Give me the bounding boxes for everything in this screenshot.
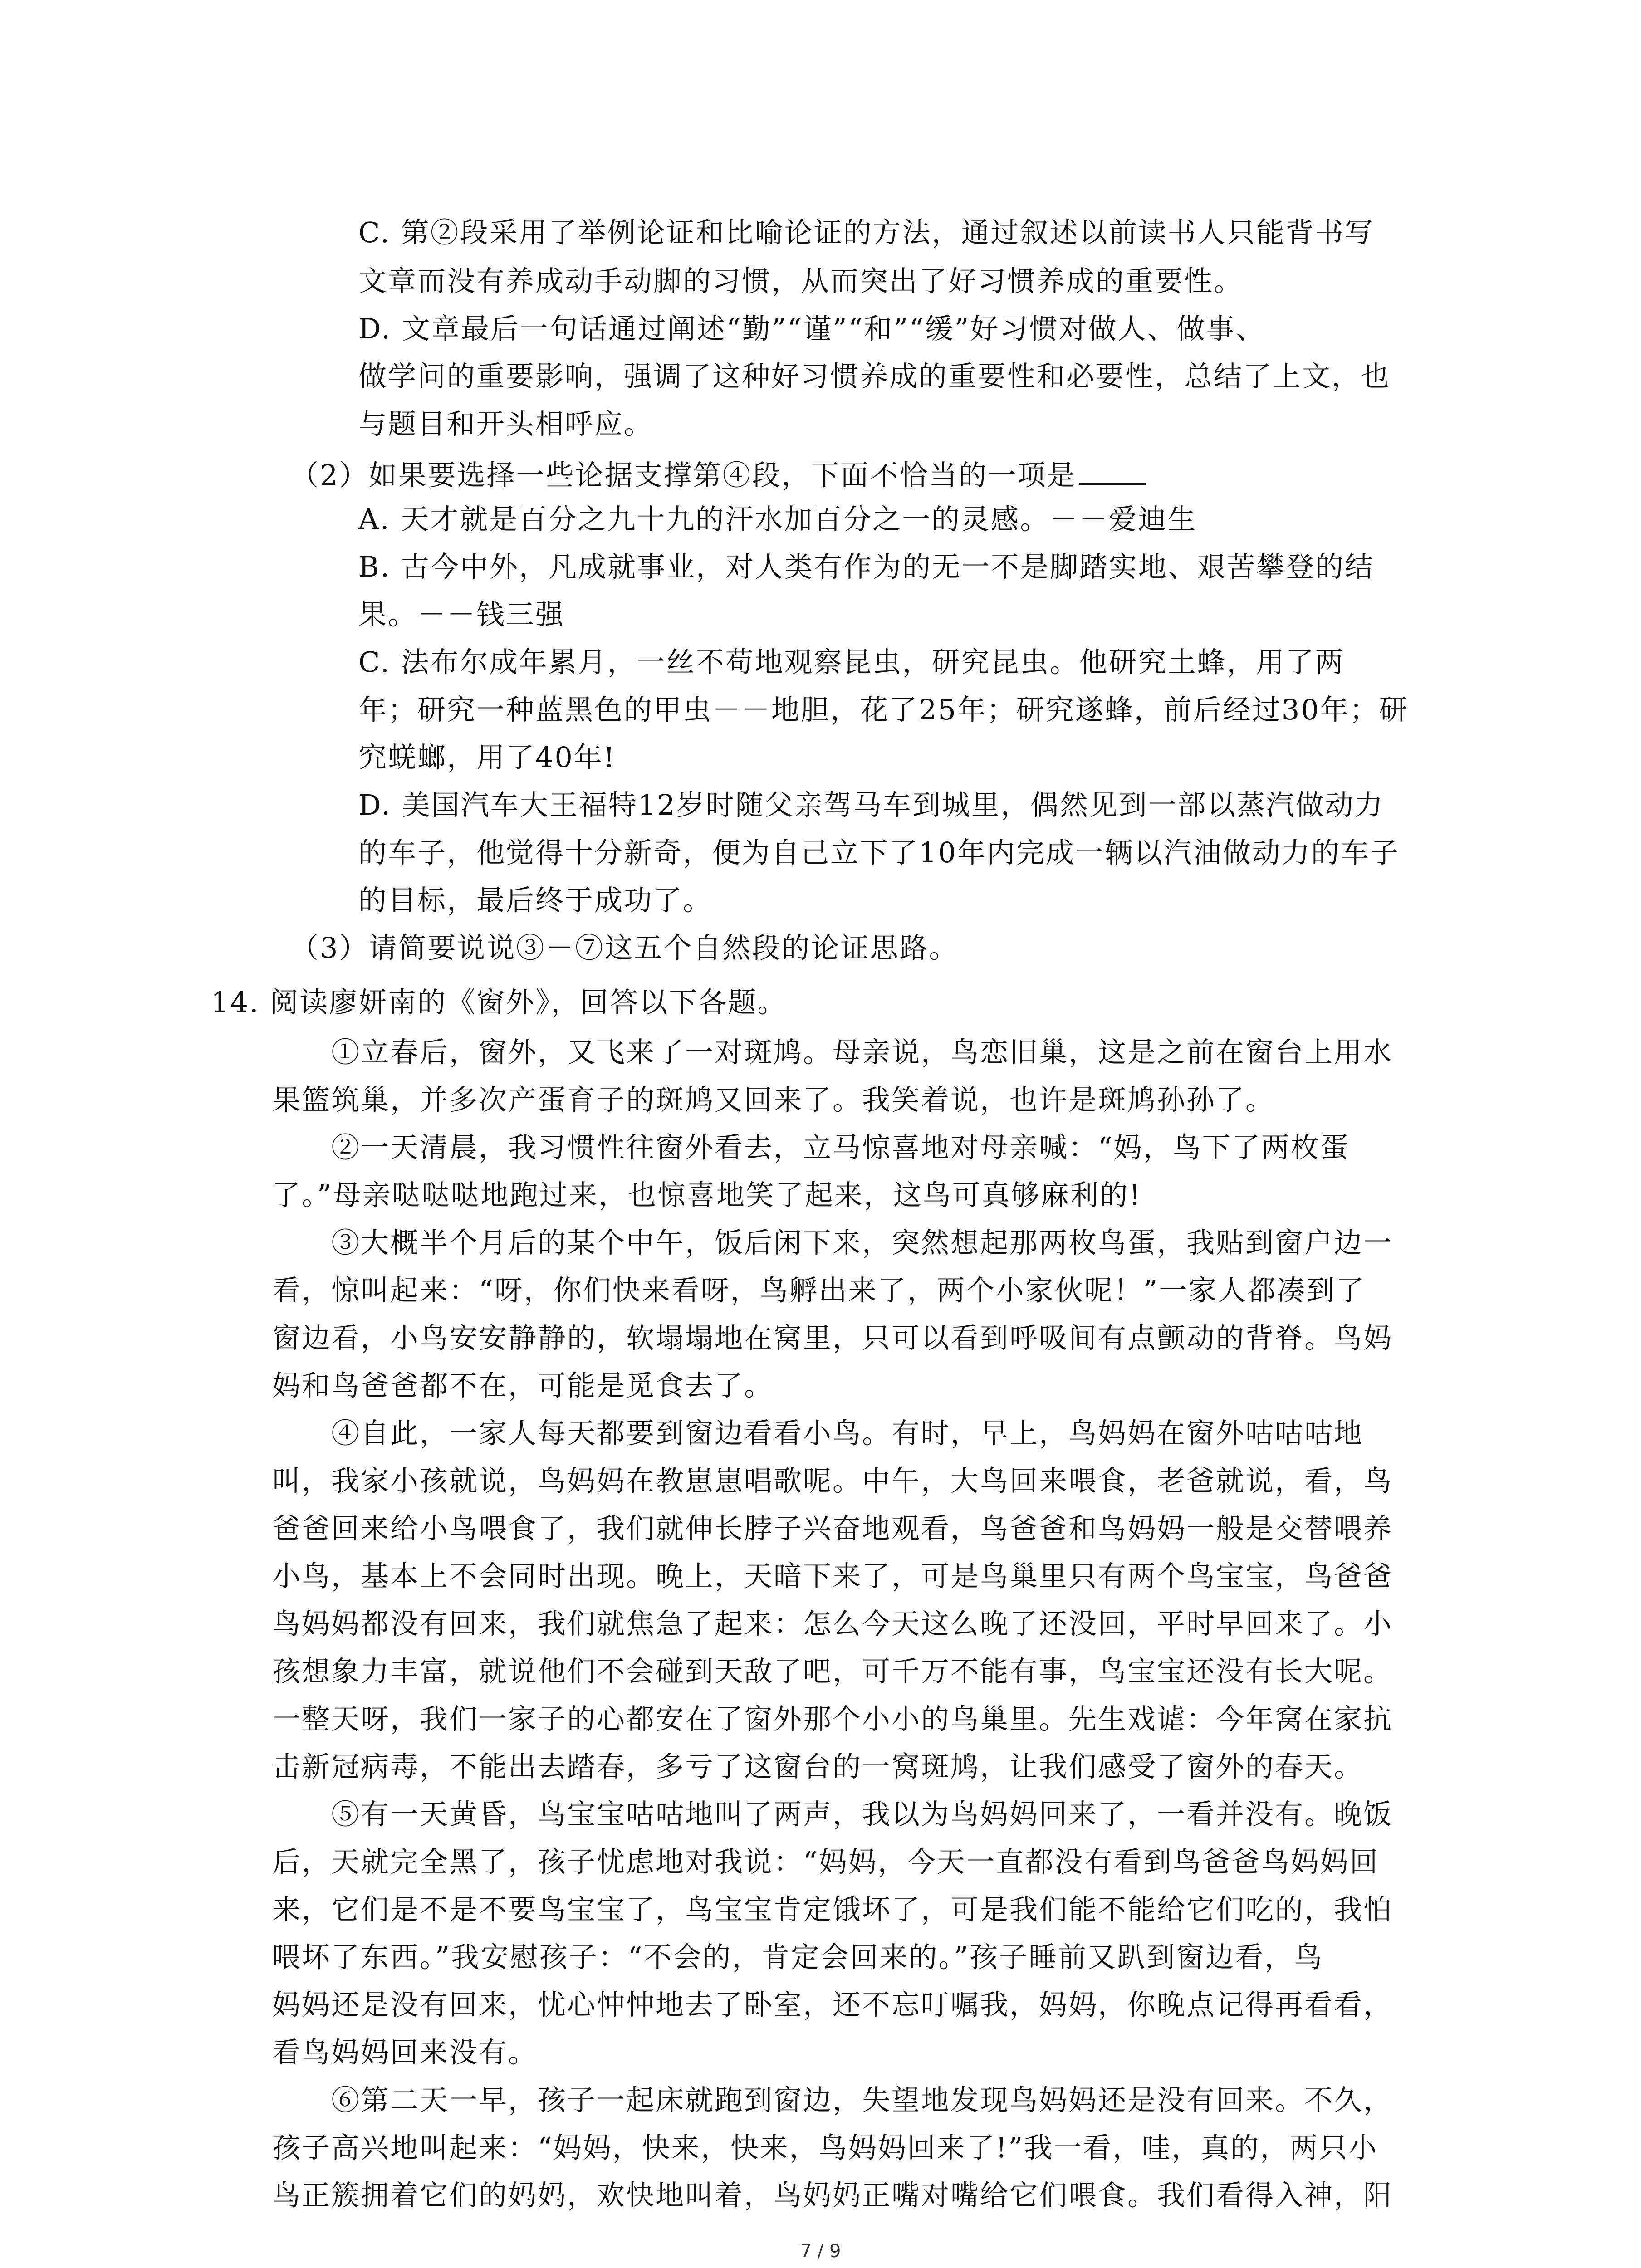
page-number: 7 / 9: [800, 2241, 841, 2262]
answer-blank[interactable]: [1079, 451, 1146, 485]
q13-2-option-b-line-2: 果。－－钱三强: [358, 598, 565, 631]
q13-2-stem: [290, 451, 1146, 496]
q14-p4-line-7: 一整天呀，我们一家子的心都安在了窗外那个小小的鸟巢里。先生戏谑：今年窝在家抗: [272, 1702, 1393, 1735]
q14-p5-line-4: 喂坏了东西。”我安慰孩子：“不会的，肯定会回来的。”孩子睡前又趴到窗边看，鸟: [272, 1941, 1324, 1974]
q13-2-option-d-line-3: 的目标，最后终于成功了。: [358, 884, 713, 917]
q13-option-d-line-2: 做学问的重要影响，强调了这种好习惯养成的重要性和必要性，总结了上文，也: [358, 360, 1391, 393]
q14-p4-line-5: 鸟妈妈都没有回来，我们就焦急了起来：怎么今天这么晚了还没回，平时早回来了。小: [272, 1607, 1393, 1640]
q14-p5-line-5: 妈妈还是没有回来，忧心忡忡地去了卧室，还不忘叮嘱我，妈妈，你晚点记得再看看，: [272, 1988, 1393, 2021]
q14-p4-line-1: ④自此，一家人每天都要到窗边看看小鸟。有时，早上，鸟妈妈在窗外咕咕咕地: [331, 1417, 1364, 1450]
q14-p5-line-2: 后，天就完全黑了，孩子忧虑地对我说：“妈妈，今天一直都没有看到鸟爸爸鸟妈妈回: [272, 1845, 1379, 1878]
q13-option-c-line-1: C. 第②段采用了举例论证和比喻论证的方法，通过叙述以前读书人只能背书写: [358, 216, 1374, 249]
q14-p4-line-2: 叫，我家小孩就说，鸟妈妈在教崽崽唱歌呢。中午，大鸟回来喂食，老爸就说，看，鸟: [272, 1464, 1393, 1497]
q14-p3-line-4: 妈和鸟爸爸都不在，可能是觅食去了。: [272, 1369, 774, 1402]
q14-p4-line-4: 小鸟，基本上不会同时出现。晚上，天暗下来了，可是鸟巢里只有两个鸟宝宝，鸟爸爸: [272, 1559, 1393, 1593]
q14-p2-line-2: 了。”母亲哒哒哒地跑过来，也惊喜地笑了起来，这鸟可真够麻利的!: [272, 1178, 1142, 1212]
q14-p6-line-1: ⑥第二天一早，孩子一起床就跑到窗边，失望地发现鸟妈妈还是没有回来。不久，: [331, 2083, 1393, 2116]
q13-2-option-c-line-1: C. 法布尔成年累月，一丝不苟地观察昆虫，研究昆虫。他研究土蜂，用了两: [358, 645, 1345, 679]
q14-p3-line-3: 窗边看，小鸟安安静静的，软塌塌地在窝里，只可以看到呼吸间有点颤动的背脊。鸟妈: [272, 1321, 1393, 1354]
q13-2-option-d-line-1: D. 美国汽车大王福特12岁时随父亲驾马车到城里，偶然见到一部以蒸汽做动力: [358, 788, 1384, 821]
q14-p4-line-3: 爸爸回来给小鸟喂食了，我们就伸长脖子兴奋地观看，鸟爸爸和鸟妈妈一般是交替喂养: [272, 1512, 1393, 1545]
q14-p4-line-6: 孩想象力丰富，就说他们不会碰到天敌了吧，可千万不能有事，鸟宝宝还没有长大呢。: [272, 1655, 1393, 1688]
q13-2-stem-text: （2）如果要选择一些论据支撑第④段，下面不恰当的一项是: [290, 459, 1077, 492]
q14-p2-line-1: ②一天清晨，我习惯性往窗外看去，立马惊喜地对母亲喊：“妈，鸟下了两枚蛋: [331, 1131, 1350, 1164]
q13-option-d-line-3: 与题目和开头相呼应。: [358, 407, 654, 440]
q13-2-option-a: A. 天才就是百分之九十九的汗水加百分之一的灵感。－－爱迪生: [358, 503, 1197, 536]
q14-p5-line-1: ⑤有一天黄昏，鸟宝宝咕咕地叫了两声，我以为鸟妈妈回来了，一看并没有。晚饭: [331, 1798, 1393, 1831]
q14-p5-line-3: 来，它们是不是不要鸟宝宝了，鸟宝宝肯定饿坏了，可是我们能不能给它们吃的，我怕: [272, 1893, 1393, 1926]
q14-p3-line-2: 看，惊叫起来：“呀，你们快来看呀，鸟孵出来了，两个小家伙呢！”一家人都凑到了: [272, 1274, 1366, 1307]
q14-p6-line-3: 鸟正簇拥着它们的妈妈，欢快地叫着，鸟妈妈正嘴对嘴给它们喂食。我们看得入神，阳: [272, 2179, 1393, 2212]
q14-p1-line-1: ①立春后，窗外，又飞来了一对斑鸠。母亲说，鸟恋旧巢，这是之前在窗台上用水: [331, 1036, 1393, 1069]
q13-2-option-b-line-1: B. 古今中外，凡成就事业，对人类有作为的无一不是脚踏实地、艰苦攀登的结: [358, 550, 1374, 583]
q14-title: 14. 阅读廖妍南的《窗外》，回答以下各题。: [211, 986, 787, 1019]
q13-3-stem: （3）请简要说说③－⑦这五个自然段的论证思路。: [290, 931, 959, 964]
q14-p1-line-2: 果篮筑巢，并多次产蛋育子的斑鸠又回来了。我笑着说，也许是斑鸠孙孙了。: [272, 1083, 1275, 1116]
q13-option-d-line-1: D. 文章最后一句话通过阐述“勤”“谨”“和”“缓”好习惯对做人、做事、: [358, 312, 1265, 345]
q14-p5-line-6: 看鸟妈妈回来没有。: [272, 2036, 538, 2069]
q13-2-option-c-line-3: 究蜣螂，用了40年!: [358, 741, 616, 774]
q14-p3-line-1: ③大概半个月后的某个中午，饭后闲下来，突然想起那两枚鸟蛋，我贴到窗户边一: [331, 1226, 1393, 1259]
q13-option-c-line-2: 文章而没有养成动手动脚的习惯，从而突出了好习惯养成的重要性。: [358, 264, 1244, 298]
q14-p4-line-8: 击新冠病毒，不能出去踏春，多亏了这窗台的一窝斑鸠，让我们感受了窗外的春天。: [272, 1750, 1364, 1783]
q13-2-option-c-line-2: 年；研究一种蓝黑色的甲虫－－地胆，花了25年；研究遂蜂，前后经过30年；研: [358, 693, 1409, 726]
q13-2-option-d-line-2: 的车子，他觉得十分新奇，便为自己立下了10年内完成一辆以汽油做动力的车子: [358, 836, 1400, 869]
q14-p6-line-2: 孩子高兴地叫起来：“妈妈，快来，快来，鸟妈妈回来了!”我一看，哇，真的，两只小: [272, 2131, 1378, 2164]
